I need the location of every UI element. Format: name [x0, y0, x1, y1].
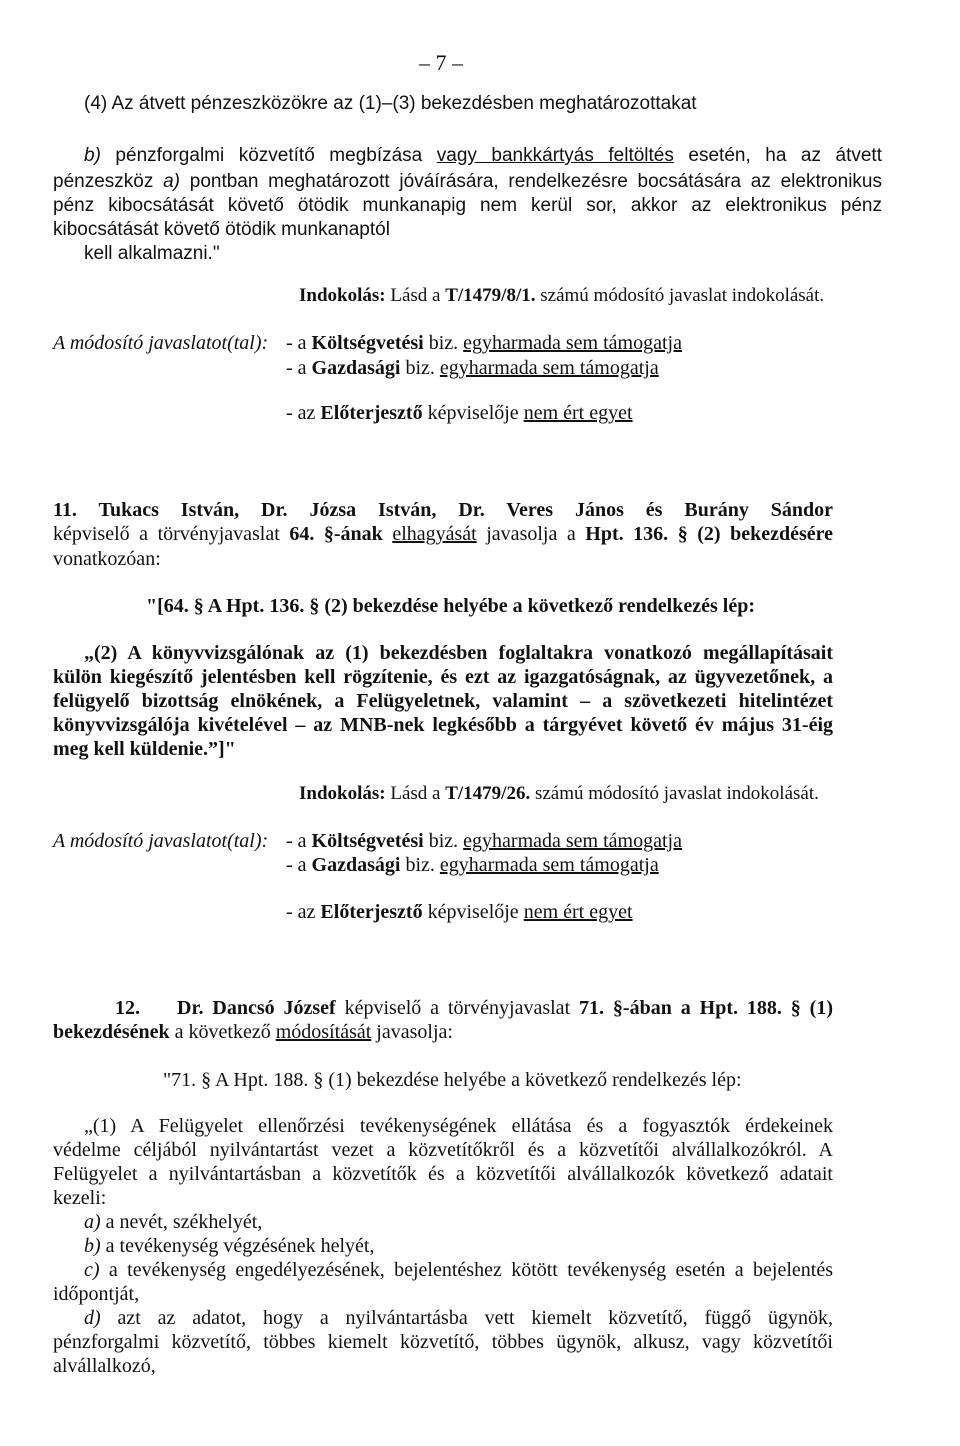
- paragraph-line: kibocsátását követő ötödik munkanaptól: [53, 219, 390, 240]
- justification-line: Indokolás: Lásd a T/1479/26. számú módosító javaslat indokolását.: [299, 783, 819, 804]
- quote-line: felügyelő bizottság elnökének, a Felügyeletnek, valamint – a szövetkezeti hitelintézet: [53, 690, 833, 712]
- quote-heading: "[64. § A Hpt. 136. § (2) bekezdése helyébe a következő rendelkezés lép:: [146, 595, 755, 617]
- paragraph-line: pénz kibocsátását követő ötödik munkanapig nem kerül sor, akkor az elektronikus pénz: [53, 195, 882, 216]
- vote-row-submitter: - az Előterjesztő képviselője nem ért egyet: [286, 901, 633, 923]
- list-item-d-cont: alvállalkozó,: [53, 1355, 156, 1377]
- vote-row-economic: - a Gazdasági biz. egyharmada sem támogatja: [286, 854, 659, 876]
- justification-line: Indokolás: Lásd a T/1479/8/1. számú módosító javaslat indokolását.: [299, 285, 825, 306]
- item-line: vonatkozóan:: [53, 548, 161, 570]
- list-item-b: b) a tevékenység végzésének helyét,: [84, 1235, 375, 1257]
- paragraph-line: pénzeszköz a) pontban meghatározott jóváírására, rendelkezésre bocsátására az elektronikus: [53, 171, 882, 192]
- vote-row-economic: - a Gazdasági biz. egyharmada sem támogatja: [286, 357, 659, 379]
- item-number: 12.: [115, 997, 140, 1019]
- quote-line: könyvvizsgálója kivételével – az MNB-nek legkésőbb a tárgyévet követő év május 31-éig: [53, 714, 833, 736]
- item-heading: 11. Tukacs István, Dr. Józsa István, Dr. Veres János és Burány Sándor: [53, 499, 833, 521]
- vote-row-budget: - a Költségvetési biz. egyharmada sem támogatja: [286, 332, 682, 354]
- quote-line: külön kiegészítő jelentésben kell rögzítenie, és ezt az igazgatóságnak, az ügyvezetőnek, a: [53, 666, 833, 688]
- item-heading: Dr. Dancsó József képviselő a törvényjavaslat 71. §-ában a Hpt. 188. § (1): [177, 997, 833, 1019]
- paragraph-line: b) pénzforgalmi közvetítő megbízása vagy bankkártyás feltöltés esetén, ha az átvett: [84, 145, 882, 166]
- page-number: – 7 –: [419, 50, 463, 75]
- quote-line: védelme céljából nyilvántartást vezet a közvetítőkről és a közvetítői alvállalkozókról. A: [53, 1139, 833, 1161]
- vote-label: A módosító javaslatot(tal):: [53, 332, 269, 354]
- quote-line: Felügyelet a nyilvántartásban a közvetítők és a közvetítői alvállalkozók következő adatait: [53, 1163, 833, 1185]
- list-item-c-cont: időpontját,: [53, 1283, 140, 1305]
- quote-heading: "71. § A Hpt. 188. § (1) bekezdése helyébe a következő rendelkezés lép:: [163, 1069, 742, 1091]
- list-item-d-cont: pénzforgalmi közvetítő, többes kiemelt közvetítő, többes ügynök, alkusz, vagy közvetítői: [53, 1331, 833, 1353]
- list-item-c: c) a tevékenység engedélyezésének, bejelentéshez kötött tevékenység esetén a bejelentés: [84, 1259, 833, 1281]
- quote-line: „(1) A Felügyelet ellenőrzési tevékenységének ellátása és a fogyasztók érdekeinek: [84, 1115, 833, 1137]
- vote-label: A módosító javaslatot(tal):: [53, 830, 269, 852]
- paragraph-line: kell alkalmazni.": [84, 243, 220, 264]
- vote-row-submitter: - az Előterjesztő képviselője nem ért egyet: [286, 402, 633, 424]
- quote-line: „(2) A könyvvizsgálónak az (1) bekezdésben foglaltakra vonatkozó megállapításait: [84, 642, 833, 664]
- list-item-a: a) a nevét, székhelyét,: [84, 1211, 263, 1233]
- list-item-d: d) azt az adatot, hogy a nyilvántartásba vett kiemelt közvetítő, függő ügynök,: [84, 1307, 833, 1329]
- item-line: bekezdésének a következő módosítását javasolja:: [53, 1021, 453, 1043]
- item-line: képviselő a törvényjavaslat 64. §-ának elhagyását javasolja a Hpt. 136. § (2) bekezdésére: [53, 523, 834, 545]
- quote-line: meg kell küldenie.”]": [53, 738, 236, 760]
- quote-line: kezeli:: [53, 1187, 107, 1209]
- paragraph-line: (4) Az átvett pénzeszközökre az (1)–(3) bekezdésben meghatározottakat: [84, 93, 697, 114]
- vote-row-budget: - a Költségvetési biz. egyharmada sem támogatja: [286, 830, 682, 852]
